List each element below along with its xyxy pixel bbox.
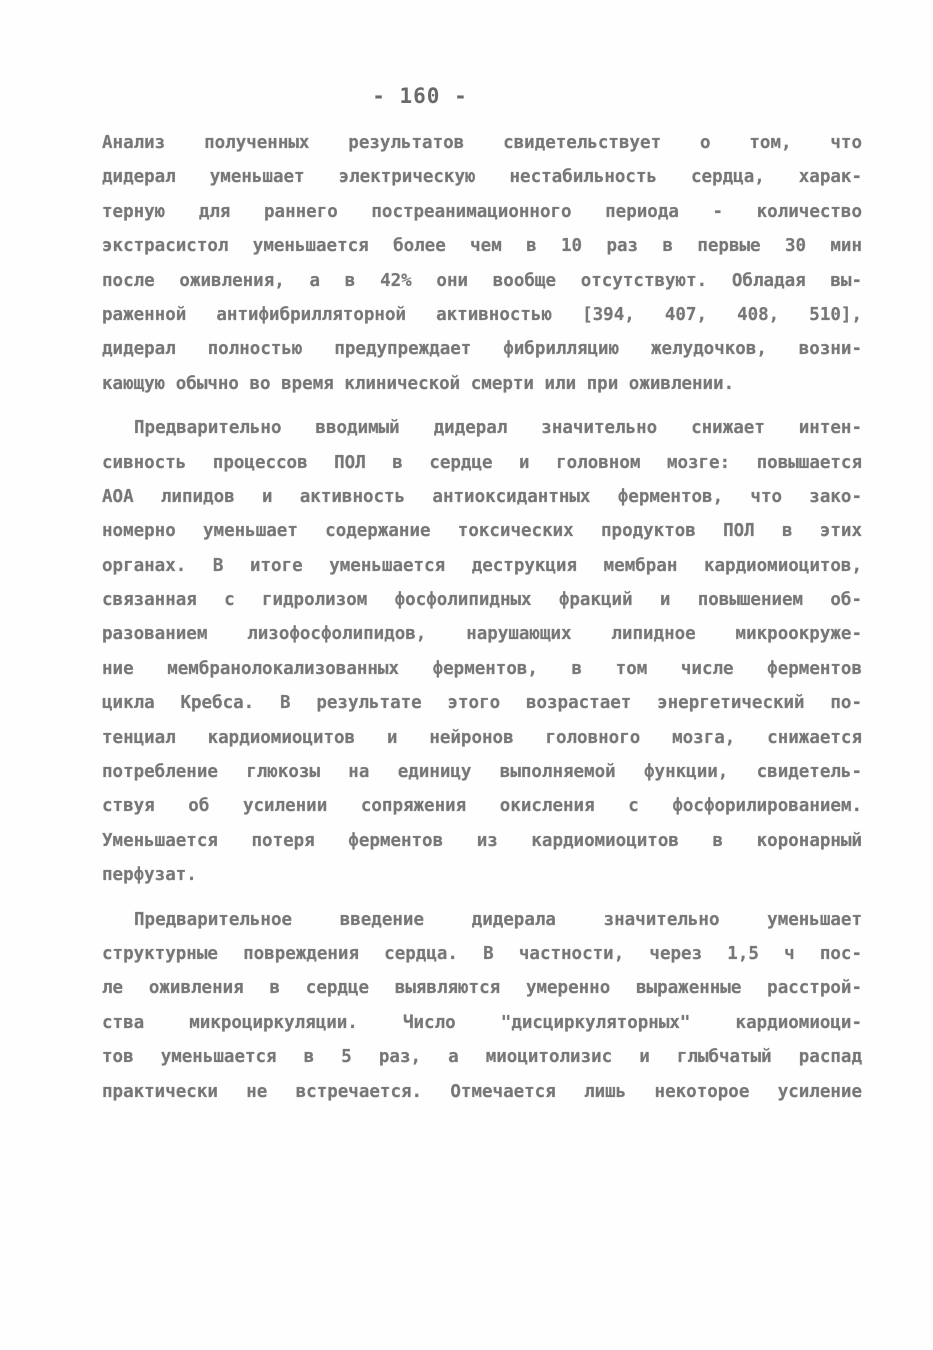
paragraph-2-line-5: органах. В итоге уменьшается деструкция мембран кардиомиоцитов, bbox=[102, 555, 862, 576]
paragraph-gap bbox=[102, 401, 862, 411]
paragraph-1-line-7: дидерал полностью предупреждает фибрилляцию желудочков, возни- bbox=[102, 339, 862, 360]
paragraph-1-line-1: Анализ полученных результатов свидетельствует о том, что bbox=[102, 133, 862, 153]
page-number: - 160 - bbox=[372, 84, 468, 108]
paragraph-3-line-6: практически не встречается. Отмечается лишь некоторое усиление bbox=[102, 1081, 862, 1102]
paragraph-2-line-13: Уменьшается потеря ферментов из кардиомиоцитов в коронарный bbox=[102, 830, 862, 851]
paragraph-2-line-6: связанная с гидролизом фосфолипидных фракций и повышением об- bbox=[102, 590, 862, 611]
paragraph-2-line-3: АОА липидов и активность антиоксидантных ферментов, что зако- bbox=[102, 486, 862, 507]
paragraph-3-line-3: ле оживления в сердце выявляются умеренно выраженные расстрой- bbox=[102, 978, 862, 999]
body-text bbox=[102, 126, 862, 1109]
paragraph-1-line-6: раженной антифибрилляторной активностью [394, 407, 408, 510], bbox=[102, 304, 862, 325]
paragraph-3-line-5: тов уменьшается в 5 раз, а миоцитолизис и глыбчатый распад bbox=[102, 1047, 862, 1068]
paragraph-2-line-10: тенциал кардиомиоцитов и нейронов головного мозга, снижается bbox=[102, 727, 862, 748]
paragraph-3-line-2: структурные повреждения сердца. В частности, через 1,5 ч пос- bbox=[102, 943, 862, 964]
paragraph-3-line-4: ства микроциркуляции. Число "дисциркуляторных" кардиомиоци- bbox=[102, 1012, 862, 1033]
paragraph-1-line-2: дидерал уменьшает электрическую нестабильность сердца, харак- bbox=[102, 167, 862, 188]
paragraph-1-line-5: после оживления, а в 42% они вообще отсутствуют. Обладая вы- bbox=[102, 270, 862, 291]
paragraph-2-line-11: потребление глюкозы на единицу выполняемой функции, свидетель- bbox=[102, 762, 862, 783]
paragraph-3-line-1: Предварительное введение дидерала значительно уменьшает bbox=[134, 909, 862, 930]
paragraph-2-line-12: ствуя об усилении сопряжения окисления с фосфорилированием. bbox=[102, 796, 862, 817]
paragraph-1-line-4: экстрасистол уменьшается более чем в 10 раз в первые 30 мин bbox=[102, 236, 862, 257]
paragraph-2-line-1: Предварительно вводимый дидерал значительно снижает интен- bbox=[134, 418, 862, 439]
paragraph-1-line-3: терную для раннего постреанимационного периода - количество bbox=[102, 201, 862, 222]
paragraph-2-line-14: перфузат. bbox=[102, 865, 197, 886]
paragraph-2-line-9: цикла Кребса. В результате этого возрастает энергетический по- bbox=[102, 693, 862, 714]
paragraph-2-line-8: ние мембранолокализованных ферментов, в том числе ферментов bbox=[102, 658, 862, 679]
paragraph-2-line-7: разованием лизофосфолипидов, нарушающих липидное микроокруже- bbox=[102, 624, 862, 645]
paragraph-gap bbox=[102, 893, 862, 903]
paragraph-1-line-8: кающую обычно во время клинической смерти или при оживлении. bbox=[102, 373, 735, 394]
paragraph-2-line-4: номерно уменьшает содержание токсических продуктов ПОЛ в этих bbox=[102, 521, 862, 542]
paragraph-2-line-2: сивность процессов ПОЛ в сердце и головном мозге: повышается bbox=[102, 452, 862, 473]
